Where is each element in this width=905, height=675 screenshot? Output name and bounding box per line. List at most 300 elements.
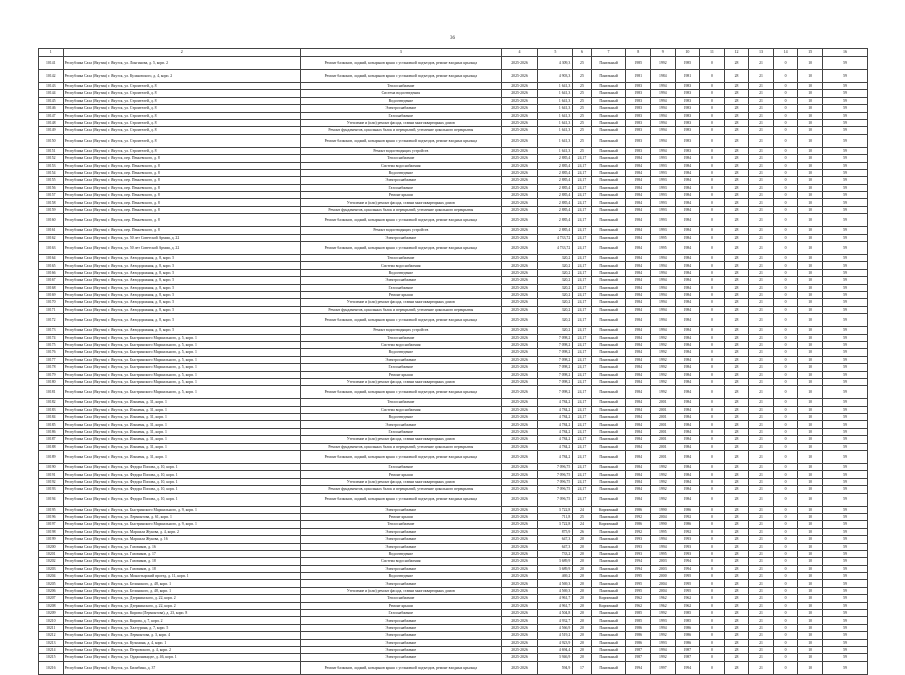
value-cell: 0 xyxy=(700,528,725,535)
row-number-cell: 10188 xyxy=(39,443,64,450)
address-cell: Республика Саха (Якутия) г. Якутск, ул. Автодорожная, д. 8, корп. 5 xyxy=(63,284,300,291)
value-cell: 59 xyxy=(822,255,867,262)
work-type-cell: Утепление и (или) ремонт фасада, ставни многоквартирных домов xyxy=(301,587,502,594)
value-cell: 25 xyxy=(573,513,591,520)
table-row xyxy=(39,602,868,609)
work-type-cell: Электроснабжение xyxy=(301,277,502,284)
value-cell: 0 xyxy=(773,471,798,478)
work-type-cell: Теплоснабжение xyxy=(301,155,502,162)
year-cell: 1983 xyxy=(675,90,700,97)
period-cell: 2025-2026 xyxy=(501,356,538,363)
year-cell: 1984 xyxy=(675,371,700,378)
wall-material-cell: Панельный xyxy=(591,184,626,191)
row-number-cell: 10194 xyxy=(39,493,64,506)
cost-cell: 1 641,3 xyxy=(538,119,573,126)
year-cell: 1994 xyxy=(626,558,651,565)
value-cell: 10 xyxy=(798,632,823,639)
row-number-cell: 10151 xyxy=(39,147,64,154)
value-cell: 10 xyxy=(798,565,823,572)
value-cell: 0 xyxy=(700,617,725,624)
year-cell: 1994 xyxy=(651,327,676,334)
value-cell: 0 xyxy=(700,57,725,70)
work-type-cell: Электроснабжение xyxy=(301,654,502,661)
value-cell: 21 xyxy=(749,291,774,298)
table-row xyxy=(39,513,868,520)
year-cell: 1984 xyxy=(675,364,700,371)
address-cell: Республика Саха (Якутия) г. Якутск, ул. Быстринского Маршального, д. 5, корп. 1 xyxy=(63,386,300,399)
value-cell: 0 xyxy=(700,602,725,609)
work-type-cell: Электроснабжение xyxy=(301,356,502,363)
value-cell: 0 xyxy=(700,610,725,617)
wall-material-cell: Панельный xyxy=(591,428,626,435)
address-cell: Республика Саха (Якутия) г. Якутск, ул. Строителей, д. 8 xyxy=(63,83,300,90)
address-cell: Республика Саха (Якутия) г. Якутск, пер. Пеньевского, д. 8 xyxy=(63,214,300,227)
value-cell: 24,17 xyxy=(573,371,591,378)
year-cell: 1994 xyxy=(651,119,676,126)
period-cell: 2025-2026 xyxy=(501,162,538,169)
work-type-cell: Ремонт крыши xyxy=(301,513,502,520)
value-cell: 59 xyxy=(822,421,867,428)
cost-cell: 4 784,2 xyxy=(538,406,573,413)
table-row xyxy=(39,70,868,83)
work-type-cell: Ремонт водоотводящих устройств xyxy=(301,227,502,234)
work-type-cell: Ремонт крыши xyxy=(301,602,502,609)
value-cell: 28 xyxy=(724,573,749,580)
year-cell: 1990 xyxy=(651,521,676,528)
address-cell: Республика Саха (Якутия) г. Якутск, ул. Строителей, д. 8 xyxy=(63,90,300,97)
table-row xyxy=(39,299,868,306)
period-cell: 2025-2026 xyxy=(501,262,538,269)
row-number-cell: 10216 xyxy=(39,661,64,674)
wall-material-cell: Панельный xyxy=(591,242,626,255)
work-type-cell: Утепление и (или) ремонт фасада, ставни многоквартирных домов xyxy=(301,119,502,126)
address-cell: Республика Саха (Якутия) г. Якутск, ул. Петровского, д. 4, корп. 2 xyxy=(63,647,300,654)
cost-cell: 875,9 xyxy=(538,528,573,535)
year-cell: 1986 xyxy=(675,521,700,528)
value-cell: 0 xyxy=(700,580,725,587)
address-cell: Республика Саха (Якутия) г. Якутск, ул. Ильменя, д. 31, корп. 1 xyxy=(63,421,300,428)
value-cell: 59 xyxy=(822,119,867,126)
value-cell: 21 xyxy=(749,234,774,241)
value-cell: 24,17 xyxy=(573,169,591,176)
cost-cell: 2 885,4 xyxy=(538,184,573,191)
value-cell: 21 xyxy=(749,378,774,385)
period-cell: 2025-2026 xyxy=(501,486,538,493)
year-cell: 1983 xyxy=(626,147,651,154)
value-cell: 59 xyxy=(822,580,867,587)
address-cell: Республика Саха (Якутия) г. Якутск, ул. Быстринского Маршального, д. 5, корп. 1 xyxy=(63,378,300,385)
year-cell: 1994 xyxy=(651,299,676,306)
value-cell: 21 xyxy=(749,478,774,485)
year-cell: 1986 xyxy=(675,624,700,631)
work-type-cell: Ремонт балконов, лоджий, козырьков крыш с установкой подъездов, ремонт входных крыльца xyxy=(301,451,502,464)
row-number-cell: 10146 xyxy=(39,105,64,112)
wall-material-cell: Панельный xyxy=(591,227,626,234)
value-cell: 20 xyxy=(573,558,591,565)
value-cell: 24,17 xyxy=(573,234,591,241)
row-number-cell: 10148 xyxy=(39,119,64,126)
value-cell: 10 xyxy=(798,406,823,413)
value-cell: 10 xyxy=(798,414,823,421)
row-number-cell: 10159 xyxy=(39,206,64,213)
wall-material-cell: Панельный xyxy=(591,436,626,443)
work-type-cell: Газоснабжение xyxy=(301,284,502,291)
value-cell: 21 xyxy=(749,127,774,134)
year-cell: 1984 xyxy=(626,162,651,169)
value-cell: 0 xyxy=(700,573,725,580)
row-number-cell: 10149 xyxy=(39,127,64,134)
wall-material-cell: Панельный xyxy=(591,112,626,119)
value-cell: 0 xyxy=(700,349,725,356)
value-cell: 0 xyxy=(773,177,798,184)
year-cell: 1984 xyxy=(626,314,651,327)
value-cell: 10 xyxy=(798,192,823,199)
year-cell: 1992 xyxy=(675,528,700,535)
address-cell: Республика Саха (Якутия) г. Якутск, ул. Быстринского Маршального, д. 5, корп. 1 xyxy=(63,349,300,356)
work-type-cell: Ремонт водоотводящих устройств xyxy=(301,147,502,154)
year-cell: 1994 xyxy=(651,314,676,327)
value-cell: 21 xyxy=(749,471,774,478)
value-cell: 24,17 xyxy=(573,199,591,206)
cost-cell: 7 098,2 xyxy=(538,349,573,356)
address-cell: Республика Саха (Якутия) г. Якутск, пер. Пеньевского, д. 8 xyxy=(63,192,300,199)
cost-cell: 3 689,9 xyxy=(538,565,573,572)
wall-material-cell: Панельный xyxy=(591,364,626,371)
value-cell: 0 xyxy=(773,57,798,70)
table-row xyxy=(39,528,868,535)
address-cell: Республика Саха (Якутия) г. Якутск, ул. Быстринского Маршального, д. 5, корп. 1 xyxy=(63,356,300,363)
address-cell: Республика Саха (Якутия) г. Якутск, ул. Газовиков, д. 18 xyxy=(63,565,300,572)
table-row xyxy=(39,428,868,435)
work-type-cell: Ремонт фундаментов, цокольных балок и перекрытий, утепление цокольного перекрытия xyxy=(301,443,502,450)
work-type-cell: Водоотведение xyxy=(301,169,502,176)
value-cell: 10 xyxy=(798,284,823,291)
address-cell: Республика Саха (Якутия) г. Якутск, пер. Пеньевского, д. 8 xyxy=(63,155,300,162)
wall-material-cell: Панельный xyxy=(591,119,626,126)
work-type-cell: Электроснабжение xyxy=(301,543,502,550)
value-cell: 21 xyxy=(749,451,774,464)
year-cell: 1984 xyxy=(626,262,651,269)
year-cell: 1983 xyxy=(675,83,700,90)
value-cell: 0 xyxy=(700,147,725,154)
value-cell: 10 xyxy=(798,234,823,241)
value-cell: 28 xyxy=(724,378,749,385)
cost-cell: 320,2 xyxy=(538,262,573,269)
table-row xyxy=(39,573,868,580)
value-cell: 21 xyxy=(749,624,774,631)
row-number-cell: 10192 xyxy=(39,478,64,485)
value-cell: 28 xyxy=(724,493,749,506)
value-cell: 0 xyxy=(773,349,798,356)
wall-material-cell: Панельный xyxy=(591,277,626,284)
cost-cell: 4 694,4 xyxy=(538,647,573,654)
value-cell: 59 xyxy=(822,595,867,602)
year-cell: 1962 xyxy=(651,602,676,609)
value-cell: 21 xyxy=(749,70,774,83)
value-cell: 10 xyxy=(798,610,823,617)
value-cell: 59 xyxy=(822,602,867,609)
value-cell: 10 xyxy=(798,70,823,83)
year-cell: 1984 xyxy=(675,386,700,399)
row-number-cell: 10190 xyxy=(39,464,64,471)
table-row xyxy=(39,595,868,602)
table-row xyxy=(39,478,868,485)
value-cell: 0 xyxy=(773,647,798,654)
address-cell: Республика Саха (Якутия) г. Якутск, ул. Автодорожная, д. 8, корп. 5 xyxy=(63,327,300,334)
value-cell: 20 xyxy=(573,573,591,580)
period-cell: 2025-2026 xyxy=(501,428,538,435)
value-cell: 24,17 xyxy=(573,314,591,327)
value-cell: 28 xyxy=(724,414,749,421)
value-cell: 10 xyxy=(798,119,823,126)
address-cell: Республика Саха (Якутия) г. Якутск, ул. Строителей, д. 8 xyxy=(63,147,300,154)
value-cell: 20 xyxy=(573,565,591,572)
value-cell: 10 xyxy=(798,162,823,169)
year-cell: 2001 xyxy=(651,414,676,421)
wall-material-cell: Панельный xyxy=(591,580,626,587)
address-cell: Республика Саха (Якутия) г. Якутск, ул. Строителей, д. 8 xyxy=(63,134,300,147)
year-cell: 1984 xyxy=(626,234,651,241)
row-number-cell: 10196 xyxy=(39,513,64,520)
value-cell: 20 xyxy=(573,654,591,661)
value-cell: 20 xyxy=(573,639,591,646)
value-cell: 28 xyxy=(724,155,749,162)
value-cell: 59 xyxy=(822,97,867,104)
year-cell: 1994 xyxy=(651,255,676,262)
value-cell: 0 xyxy=(773,661,798,674)
value-cell: 0 xyxy=(700,269,725,276)
value-cell: 28 xyxy=(724,486,749,493)
value-cell: 59 xyxy=(822,371,867,378)
row-number-cell: 10205 xyxy=(39,580,64,587)
value-cell: 10 xyxy=(798,90,823,97)
row-number-cell: 10176 xyxy=(39,349,64,356)
period-cell: 2025-2026 xyxy=(501,184,538,191)
value-cell: 0 xyxy=(700,443,725,450)
period-cell: 2025-2026 xyxy=(501,386,538,399)
column-number-cell: 12 xyxy=(724,49,749,57)
value-cell: 0 xyxy=(773,602,798,609)
period-cell: 2025-2026 xyxy=(501,83,538,90)
table-row xyxy=(39,436,868,443)
wall-material-cell: Панельный xyxy=(591,262,626,269)
work-type-cell: Ремонт крыши xyxy=(301,471,502,478)
table-row xyxy=(39,341,868,348)
year-cell: 1981 xyxy=(626,70,651,83)
value-cell: 21 xyxy=(749,414,774,421)
value-cell: 28 xyxy=(724,464,749,471)
year-cell: 1985 xyxy=(626,610,651,617)
year-cell: 1993 xyxy=(651,639,676,646)
work-type-cell: Система водоснабжения xyxy=(301,262,502,269)
column-number-cell: 16 xyxy=(822,49,867,57)
value-cell: 21 xyxy=(749,134,774,147)
value-cell: 0 xyxy=(700,493,725,506)
year-cell: 1984 xyxy=(675,162,700,169)
year-cell: 1984 xyxy=(626,155,651,162)
year-cell: 1994 xyxy=(651,83,676,90)
value-cell: 24,17 xyxy=(573,214,591,227)
work-type-cell: Система водоснабжения xyxy=(301,406,502,413)
wall-material-cell: Панельный xyxy=(591,105,626,112)
address-cell: Республика Саха (Якутия) г. Якутск, ул. Кирова, д. 7, корп. 2 xyxy=(63,617,300,624)
value-cell: 59 xyxy=(822,558,867,565)
period-cell: 2025-2026 xyxy=(501,306,538,313)
table-row xyxy=(39,558,868,565)
year-cell: 1986 xyxy=(675,632,700,639)
value-cell: 28 xyxy=(724,386,749,399)
period-cell: 2025-2026 xyxy=(501,327,538,334)
value-cell: 59 xyxy=(822,227,867,234)
row-number-cell: 10210 xyxy=(39,617,64,624)
year-cell: 1984 xyxy=(675,299,700,306)
value-cell: 21 xyxy=(749,486,774,493)
value-cell: 10 xyxy=(798,112,823,119)
year-cell: 1983 xyxy=(675,119,700,126)
year-cell: 1984 xyxy=(626,356,651,363)
year-cell: 1987 xyxy=(675,647,700,654)
wall-material-cell: Панельный xyxy=(591,558,626,565)
value-cell: 28 xyxy=(724,565,749,572)
year-cell: 1994 xyxy=(626,661,651,674)
year-cell: 1993 xyxy=(626,536,651,543)
period-cell: 2025-2026 xyxy=(501,610,538,617)
year-cell: 1993 xyxy=(651,162,676,169)
wall-material-cell: Панельный xyxy=(591,624,626,631)
work-type-cell: Ремонт водоотводящих устройств xyxy=(301,327,502,334)
table-row xyxy=(39,112,868,119)
period-cell: 2025-2026 xyxy=(501,105,538,112)
value-cell: 21 xyxy=(749,284,774,291)
row-number-cell: 10189 xyxy=(39,451,64,464)
value-cell: 21 xyxy=(749,90,774,97)
value-cell: 0 xyxy=(700,119,725,126)
wall-material-cell: Панельный xyxy=(591,90,626,97)
value-cell: 0 xyxy=(773,364,798,371)
period-cell: 2025-2026 xyxy=(501,617,538,624)
row-number-cell: 10153 xyxy=(39,162,64,169)
wall-material-cell: Панельный xyxy=(591,661,626,674)
address-cell: Республика Саха (Якутия) г. Якутск, ул. Строителей, д. 8 xyxy=(63,97,300,104)
value-cell: 0 xyxy=(700,386,725,399)
address-cell: Республика Саха (Якутия) г. Якутск, ул. Строителей, д. 8 xyxy=(63,112,300,119)
value-cell: 21 xyxy=(749,214,774,227)
value-cell: 10 xyxy=(798,184,823,191)
wall-material-cell: Панельный xyxy=(591,654,626,661)
value-cell: 21 xyxy=(749,192,774,199)
value-cell: 0 xyxy=(773,464,798,471)
year-cell: 1995 xyxy=(675,580,700,587)
value-cell: 0 xyxy=(700,624,725,631)
table-row xyxy=(39,119,868,126)
period-cell: 2025-2026 xyxy=(501,57,538,70)
value-cell: 59 xyxy=(822,269,867,276)
value-cell: 28 xyxy=(724,399,749,406)
value-cell: 59 xyxy=(822,162,867,169)
value-cell: 0 xyxy=(773,299,798,306)
period-cell: 2025-2026 xyxy=(501,521,538,528)
row-number-cell: 10184 xyxy=(39,414,64,421)
table-row xyxy=(39,334,868,341)
table-row xyxy=(39,349,868,356)
year-cell: 1984 xyxy=(626,414,651,421)
value-cell: 21 xyxy=(749,364,774,371)
row-number-cell: 10168 xyxy=(39,284,64,291)
wall-material-cell: Панельный xyxy=(591,543,626,550)
value-cell: 21 xyxy=(749,493,774,506)
value-cell: 10 xyxy=(798,451,823,464)
value-cell: 24,17 xyxy=(573,255,591,262)
cost-cell: 1 641,3 xyxy=(538,147,573,154)
column-number-cell: 11 xyxy=(700,49,725,57)
row-number-cell: 10154 xyxy=(39,169,64,176)
value-cell: 0 xyxy=(700,83,725,90)
year-cell: 1984 xyxy=(626,451,651,464)
year-cell: 1984 xyxy=(626,242,651,255)
value-cell: 28 xyxy=(724,661,749,674)
wall-material-cell: Панельный xyxy=(591,513,626,520)
column-number-cell: 10 xyxy=(675,49,700,57)
address-cell: Республика Саха (Якутия) г. Якутск, ул. Белинского, д. 48, корп. 1 xyxy=(63,580,300,587)
value-cell: 59 xyxy=(822,464,867,471)
value-cell: 59 xyxy=(822,513,867,520)
cost-cell: 4 784,2 xyxy=(538,414,573,421)
value-cell: 25 xyxy=(573,112,591,119)
address-cell: Республика Саха (Якутия) г. Якутск, ул. Газовиков, д. 16 xyxy=(63,543,300,550)
wall-material-cell: Панельный xyxy=(591,349,626,356)
value-cell: 59 xyxy=(822,262,867,269)
work-type-cell: Утепление и (или) ремонт фасада, ставни многоквартирных домов xyxy=(301,378,502,385)
year-cell: 1984 xyxy=(626,478,651,485)
period-cell: 2025-2026 xyxy=(501,314,538,327)
year-cell: 1984 xyxy=(675,169,700,176)
value-cell: 28 xyxy=(724,513,749,520)
value-cell: 0 xyxy=(773,543,798,550)
value-cell: 24,17 xyxy=(573,227,591,234)
period-cell: 2025-2026 xyxy=(501,550,538,557)
value-cell: 24,17 xyxy=(573,364,591,371)
value-cell: 0 xyxy=(773,192,798,199)
value-cell: 0 xyxy=(773,255,798,262)
year-cell: 1994 xyxy=(651,306,676,313)
cost-cell: 7 098,2 xyxy=(538,341,573,348)
value-cell: 28 xyxy=(724,255,749,262)
row-number-cell: 10213 xyxy=(39,639,64,646)
table-row xyxy=(39,127,868,134)
year-cell: 2001 xyxy=(651,443,676,450)
year-cell: 2001 xyxy=(651,421,676,428)
value-cell: 24,17 xyxy=(573,206,591,213)
value-cell: 59 xyxy=(822,436,867,443)
year-cell: 1984 xyxy=(675,451,700,464)
value-cell: 0 xyxy=(700,506,725,513)
value-cell: 28 xyxy=(724,214,749,227)
value-cell: 28 xyxy=(724,478,749,485)
cost-cell: 1 641,3 xyxy=(538,112,573,119)
value-cell: 0 xyxy=(773,147,798,154)
work-type-cell: Газоснабжение xyxy=(301,364,502,371)
table-row xyxy=(39,639,868,646)
table-row xyxy=(39,234,868,241)
table-row xyxy=(39,414,868,421)
value-cell: 20 xyxy=(573,610,591,617)
period-cell: 2025-2026 xyxy=(501,536,538,543)
value-cell: 59 xyxy=(822,610,867,617)
value-cell: 0 xyxy=(700,654,725,661)
value-cell: 25 xyxy=(573,83,591,90)
row-number-cell: 10152 xyxy=(39,155,64,162)
value-cell: 28 xyxy=(724,506,749,513)
